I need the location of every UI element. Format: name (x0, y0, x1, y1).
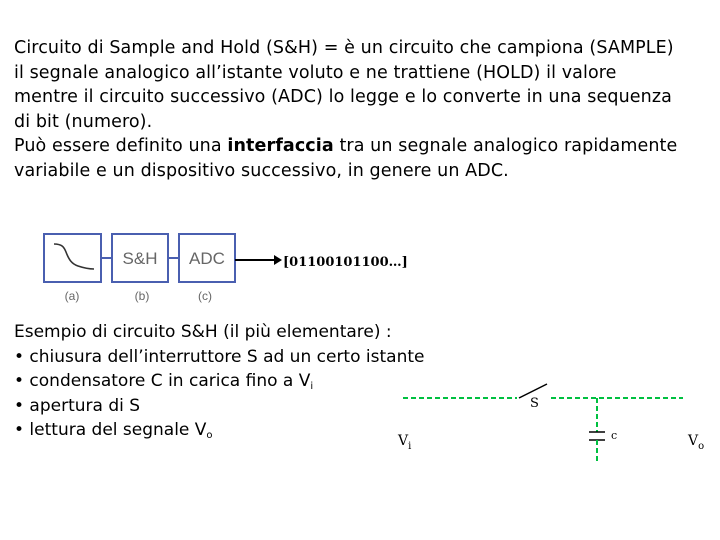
switch-s-label: S (530, 396, 539, 411)
sh-block-label: S&H (122, 249, 158, 268)
example-bullet-1: • chiusura dell’interruttore S ad un certo istante (14, 346, 425, 367)
adc-output-arrowhead (274, 255, 282, 265)
intro-line-5 (14, 134, 714, 159)
example-bullet-2-text: • condensatore C in carica fino a V (14, 371, 311, 391)
vi-label (397, 433, 411, 452)
adc-block-label: ADC (189, 249, 225, 268)
example-bullet-4-text: • lettura del segnale V (14, 420, 207, 440)
intro-line-2: il segnale analogico all’istante voluto e ne trattiene (HOLD) il valore (14, 62, 617, 83)
intro-line-1: Circuito di Sample and Hold (S&H) = è un circuito che campiona (SAMPLE) (14, 38, 674, 58)
intro-line-3: mentre il circuito successivo (ADC) lo legge e lo converte in una sequenza (14, 87, 672, 107)
intro-paragraph (14, 36, 714, 183)
vo-subscript: o (206, 430, 213, 441)
interfaccia-keyword: interfaccia (227, 136, 334, 156)
intro-line-4: di bit (numero). (14, 111, 153, 132)
caption-b: (b) (134, 289, 150, 303)
vo-label-sub: o (698, 441, 705, 452)
vi-subscript: i (310, 381, 314, 392)
bit-sequence-label: [01100101100…] (283, 255, 408, 270)
vo-label (687, 433, 704, 452)
vi-label-main: V (398, 433, 409, 449)
sample-hold-circuit (370, 370, 710, 470)
caption-a: (a) (64, 289, 80, 303)
block-diagram (38, 230, 408, 310)
example-bullet-3: • apertura di S (14, 395, 141, 416)
intro-line-6: variabile e un dispositivo successivo, in genere un ADC. (14, 160, 509, 181)
analog-signal-block (44, 234, 101, 282)
vi-label-sub: i (408, 441, 412, 452)
vo-label-main: V (688, 433, 699, 449)
intro-line-5-end: tra un segnale analogico rapidamente (333, 136, 678, 156)
example-heading: Esempio di circuito S&H (il più elementare) : (14, 322, 392, 342)
caption-c: (c) (198, 289, 212, 303)
capacitor-c-label: c (611, 429, 618, 442)
intro-line-5-start: Può essere definito una (14, 136, 228, 156)
